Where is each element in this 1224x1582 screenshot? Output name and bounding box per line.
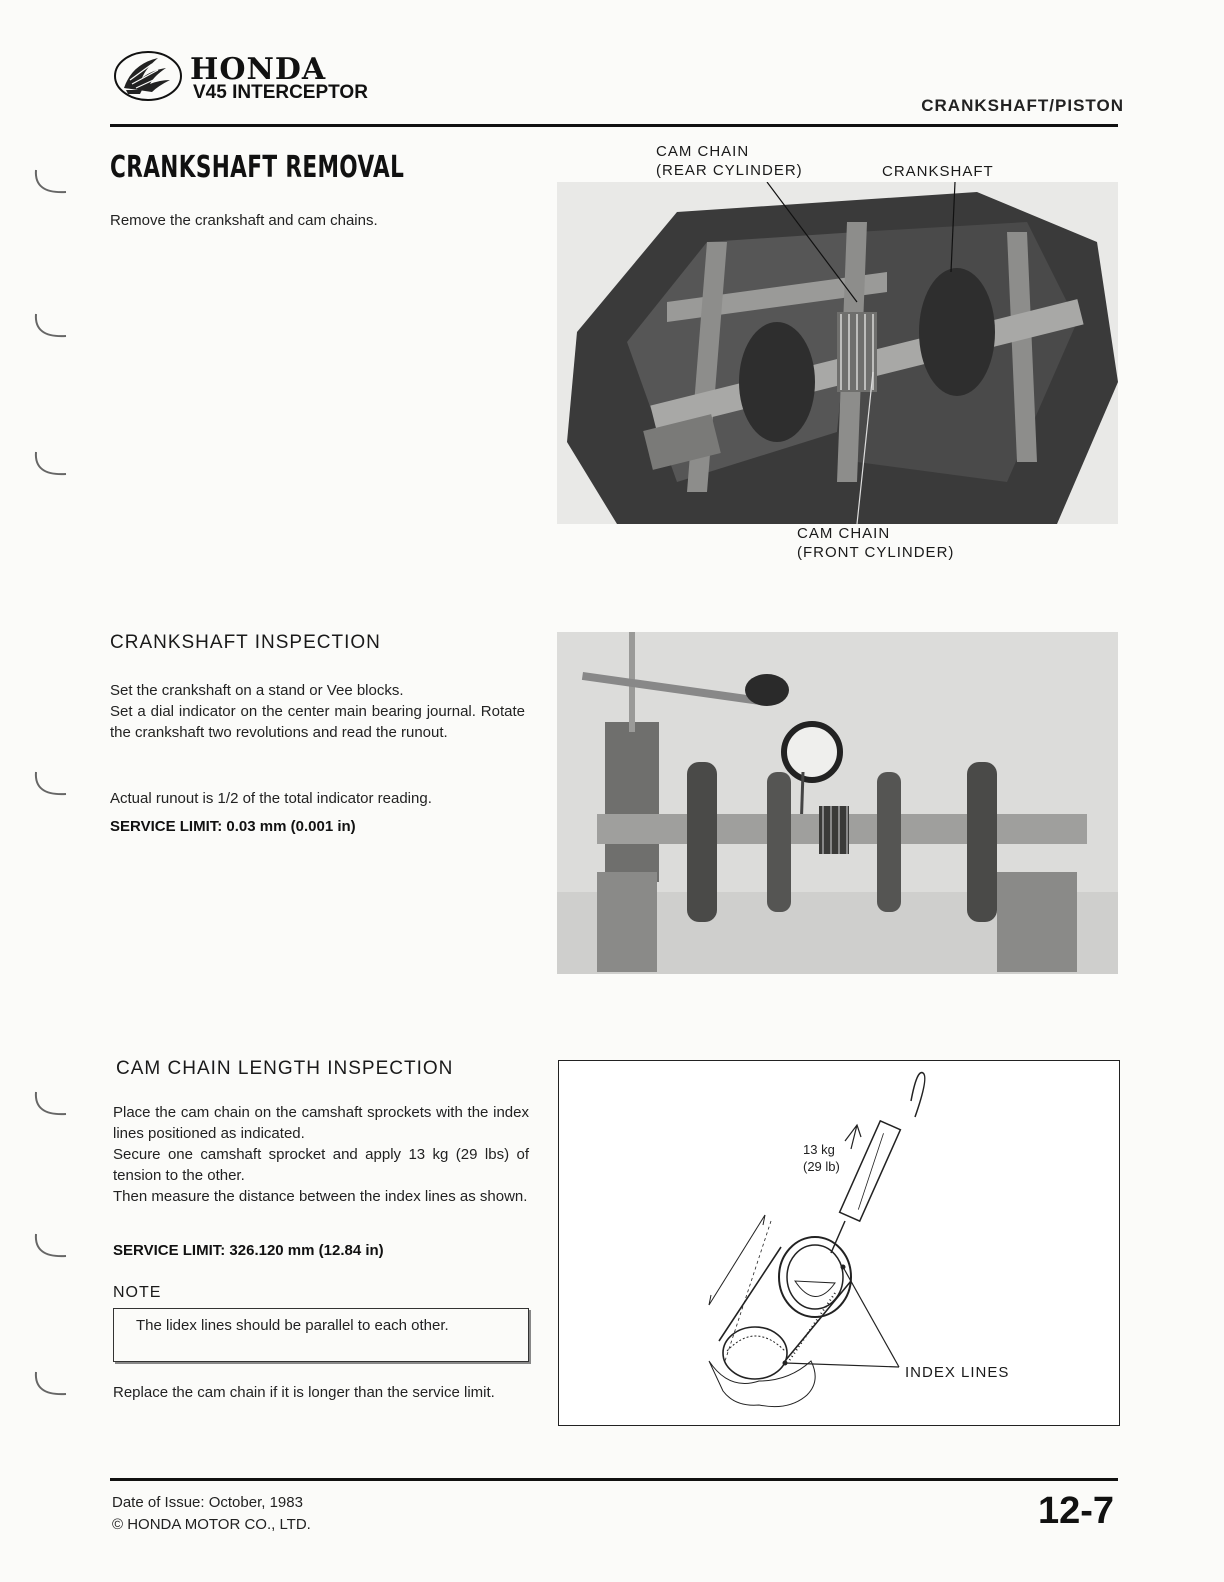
inspection-line: Set a dial indicator on the center main bearing journal. Rotate the crankshaft two revolutions and read the runout. — [110, 703, 525, 741]
cam-chain-diagram-drawing — [559, 1061, 1119, 1425]
footer-info — [112, 1492, 311, 1536]
binder-mark — [30, 312, 70, 342]
removal-text: Remove the crankshaft and cam chains. — [110, 212, 378, 229]
issue-date: Date of Issue: October, 1983 — [112, 1494, 303, 1511]
index-lines-label: INDEX LINES — [905, 1364, 1010, 1381]
inspection-instructions — [110, 680, 525, 743]
service-limit-label: SERVICE LIMIT: — [113, 1242, 226, 1259]
label-cam-chain-front-line2: (FRONT CYLINDER) — [797, 544, 955, 561]
cam-chain-instructions — [113, 1102, 529, 1207]
brand-name: HONDA — [190, 52, 327, 87]
binder-mark — [30, 1370, 70, 1400]
binder-mark — [30, 168, 70, 198]
crankcase-photo — [557, 182, 1118, 524]
copyright: © HONDA MOTOR CO., LTD. — [112, 1516, 311, 1533]
cam-chain-step: Place the cam chain on the camshaft sprockets with the index lines positioned as indicated. — [113, 1104, 529, 1142]
honda-wing-logo — [112, 50, 184, 102]
binder-mark — [30, 1090, 70, 1120]
service-limit-value: 326.120 mm (12.84 in) — [229, 1242, 384, 1259]
inspection-service-limit — [110, 818, 356, 835]
binder-mark — [30, 1232, 70, 1262]
label-cam-chain-rear-line2: (REAR CYLINDER) — [656, 162, 803, 179]
note-box — [113, 1308, 529, 1362]
note-text: The lidex lines should be parallel to each other. — [136, 1317, 449, 1334]
cam-chain-title: CAM CHAIN LENGTH INSPECTION — [116, 1058, 454, 1079]
dial-indicator-photo — [557, 632, 1118, 974]
inspection-title: CRANKSHAFT INSPECTION — [110, 632, 381, 653]
binder-mark — [30, 770, 70, 800]
label-crankshaft: CRANKSHAFT — [882, 163, 994, 180]
section-title: CRANKSHAFT/PISTON — [921, 96, 1124, 115]
cam-chain-diagram — [558, 1060, 1120, 1426]
cam-chain-step: Then measure the distance between the index lines as shown. — [113, 1188, 528, 1205]
binder-mark — [30, 450, 70, 480]
cam-chain-step: Secure one camshaft sprocket and apply 13 kg (29 lbs) of tension to the other. — [113, 1146, 529, 1184]
tension-lb: (29 lb) — [803, 1159, 840, 1174]
label-cam-chain-rear-line1: CAM CHAIN — [656, 143, 750, 160]
label-cam-chain-front-line1: CAM CHAIN — [797, 525, 891, 542]
service-limit-label: SERVICE LIMIT: — [110, 818, 223, 835]
inspection-line: Set the crankshaft on a stand or Vee blocks. — [110, 682, 404, 699]
header-rule — [110, 124, 1118, 127]
label-cam-chain-rear — [656, 142, 803, 180]
footer-rule — [110, 1478, 1118, 1481]
label-cam-chain-front — [797, 524, 954, 562]
tension-kg: 13 kg — [803, 1142, 835, 1157]
model-name: V45 INTERCEPTOR — [193, 82, 368, 103]
tension-label — [803, 1141, 840, 1175]
note-heading: NOTE — [113, 1284, 162, 1301]
replace-note: Replace the cam chain if it is longer than the service limit. — [113, 1384, 495, 1401]
runout-note: Actual runout is 1/2 of the total indicator reading. — [110, 790, 432, 807]
page-number: 12-7 — [1037, 1490, 1114, 1532]
cam-chain-service-limit — [113, 1242, 384, 1259]
service-limit-value: 0.03 mm (0.001 in) — [226, 818, 356, 835]
removal-title: CRANKSHAFT REMOVAL — [110, 150, 405, 185]
